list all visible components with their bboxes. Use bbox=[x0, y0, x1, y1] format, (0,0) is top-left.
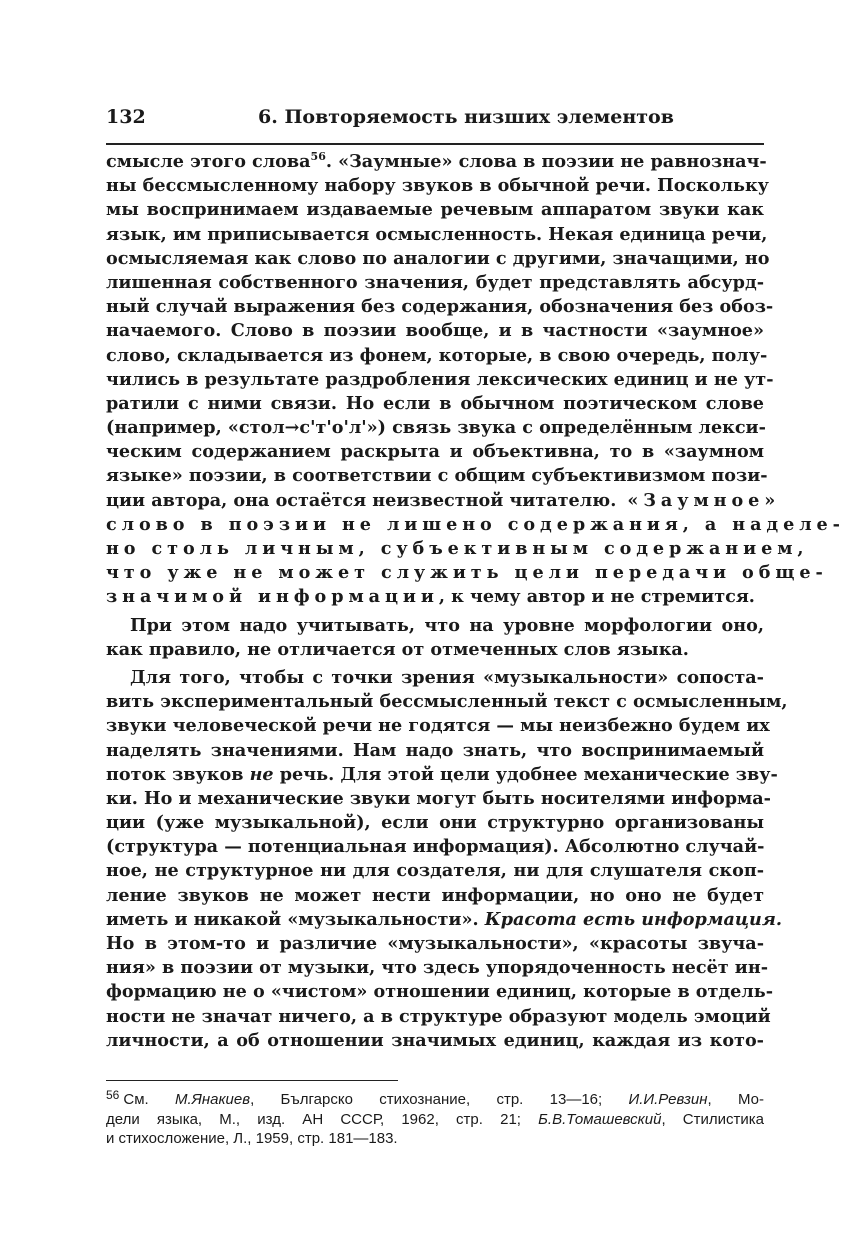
text-line: ности не значат ничего, а в структуре образуют модель эмоций bbox=[106, 1005, 771, 1027]
paragraph-1 bbox=[106, 150, 845, 610]
page-header bbox=[106, 106, 764, 132]
text-line: ный случай выражения без содержания, обозначения без обоз- bbox=[106, 296, 774, 318]
emphasis: Красота есть информация. bbox=[484, 908, 782, 930]
text-line bbox=[106, 1090, 764, 1110]
text-line bbox=[106, 1110, 764, 1130]
text-line: ния» в поэзии от музыки, что здесь упорядоченность несёт ин- bbox=[106, 957, 769, 979]
text-line bbox=[106, 150, 767, 174]
text-line: При этом надо учитывать, что на уровне морфологии оно, bbox=[130, 614, 764, 636]
text-line: (например, «стол→с'т'о'л'») связь звука с определённым лекси- bbox=[106, 417, 766, 439]
text-segment: дели языка, М., изд. АН СССР, 1962, стр. 21; bbox=[106, 1110, 539, 1128]
text-line: Для того, чтобы с точки зрения «музыкальности» сопоста- bbox=[130, 666, 764, 688]
text-segment: , к чему автор и не стремится. bbox=[438, 586, 755, 608]
text-line: ны бессмысленному набору звуков в обычной речи. Поскольку bbox=[106, 175, 769, 197]
spaced-text-line: что уже не может служить цели передачи обще- bbox=[106, 562, 828, 584]
spaced-text-line: но столь личным, субъективным содержанием, bbox=[106, 538, 809, 559]
text-line: Но в этом-то и различие «музыкальности», «красоты звуча- bbox=[106, 933, 764, 954]
text-line: чились в результате раздробления лексических единиц и не ут- bbox=[106, 368, 774, 390]
text-line: ции (уже музыкальной), если они структурно организованы bbox=[106, 812, 764, 834]
text-line: слово, складывается из фонем, которые, в свою очередь, полу- bbox=[106, 344, 768, 366]
text-segment: , Мо- bbox=[707, 1091, 765, 1108]
spaced-text: значимой информации bbox=[106, 586, 439, 608]
text-line: мы воспринимаем издаваемые речевым аппаратом звуки как bbox=[106, 199, 764, 221]
text-line: личности, а об отношении значимых единиц, каждая из кото- bbox=[106, 1029, 764, 1051]
text-line: звуки человеческой речи не годятся — мы неизбежно будем их bbox=[106, 715, 770, 737]
text-line: лишенная собственного значения, будет представлять абсурд- bbox=[106, 271, 764, 293]
body-text bbox=[106, 150, 845, 1053]
running-title: 6. Повторяемость низших элементов bbox=[258, 106, 674, 128]
text-line: как правило, не отличается от отмеченных слов языка. bbox=[106, 638, 689, 660]
text-line: языке» поэзии, в соответствии с общим субъективизмом пози- bbox=[106, 465, 768, 487]
text-line: осмысляемая как слово по аналогии с другими, значащими, но bbox=[106, 247, 770, 269]
header-rule bbox=[106, 143, 764, 145]
text-line: наделять значениями. Нам надо знать, что воспринимаемый bbox=[106, 739, 764, 761]
text-line: язык, им приписывается осмысленность. Некая единица речи, bbox=[106, 223, 768, 245]
text-line: ное, не структурное ни для создателя, ни для слушателя скоп- bbox=[106, 860, 764, 882]
paragraph-2 bbox=[106, 614, 764, 662]
text-line: и стихосложение, Л., 1959, стр. 181—183. bbox=[106, 1130, 398, 1147]
text-line: формацию не о «чистом» отношении единиц, которые в отдель- bbox=[106, 981, 774, 1003]
text-line bbox=[106, 489, 781, 513]
spaced-text-line: слово в поэзии не лишено содержания, а наделе- bbox=[106, 513, 845, 535]
text-line: ческим содержанием раскрыта и объективна, то в «заумном bbox=[106, 441, 764, 463]
text-line: (структура — потенциальная информация). Абсолютно случай- bbox=[106, 836, 765, 858]
text-line bbox=[106, 763, 778, 787]
text-segment: ции автора, она остаётся неизвестной читателю. bbox=[106, 489, 617, 511]
spaced-text: «Заумное» bbox=[616, 489, 781, 511]
text-line: ление звуков не может нести информации, но оно не будет bbox=[106, 884, 764, 906]
text-segment: смысле этого слова bbox=[106, 151, 311, 172]
author-name: Б.В.Томашевский bbox=[538, 1110, 662, 1128]
emphasis: не bbox=[249, 763, 274, 785]
text-line bbox=[106, 585, 764, 609]
footnote-ref-56: 56 bbox=[310, 150, 326, 163]
footnote-mark: 56 bbox=[106, 1088, 120, 1102]
text-segment: речь. Для этой цели удобнее механические зву- bbox=[273, 763, 778, 785]
text-segment: . «Заумные» слова в поэзии не равнознач- bbox=[325, 151, 767, 172]
text-line: вить экспериментальный бессмысленный текст с осмысленным, bbox=[106, 691, 788, 713]
text-line: ратили с ними связи. Но если в обычном поэтическом слове bbox=[106, 392, 764, 414]
text-segment: иметь и никакой «музыкальности». bbox=[106, 908, 485, 930]
text-segment: поток звуков bbox=[106, 763, 250, 785]
footnote-rule bbox=[106, 1080, 398, 1081]
text-line: начаемого. Слово в поэзии вообще, и в частности «заумное» bbox=[106, 320, 764, 342]
text-segment: См. bbox=[123, 1091, 175, 1108]
page-number: 132 bbox=[106, 106, 146, 128]
author-name: М.Янакиев bbox=[174, 1091, 251, 1108]
text-segment: , Българско стихознание, стр. 13—16; bbox=[250, 1091, 629, 1108]
footnote bbox=[106, 1090, 764, 1149]
text-line bbox=[106, 908, 782, 932]
text-segment: , Стилистика bbox=[661, 1110, 764, 1128]
author-name: И.И.Ревзин bbox=[628, 1091, 708, 1108]
paragraph-3 bbox=[106, 666, 788, 1053]
text-line: ки. Но и механические звуки могут быть носителями информа- bbox=[106, 787, 771, 809]
